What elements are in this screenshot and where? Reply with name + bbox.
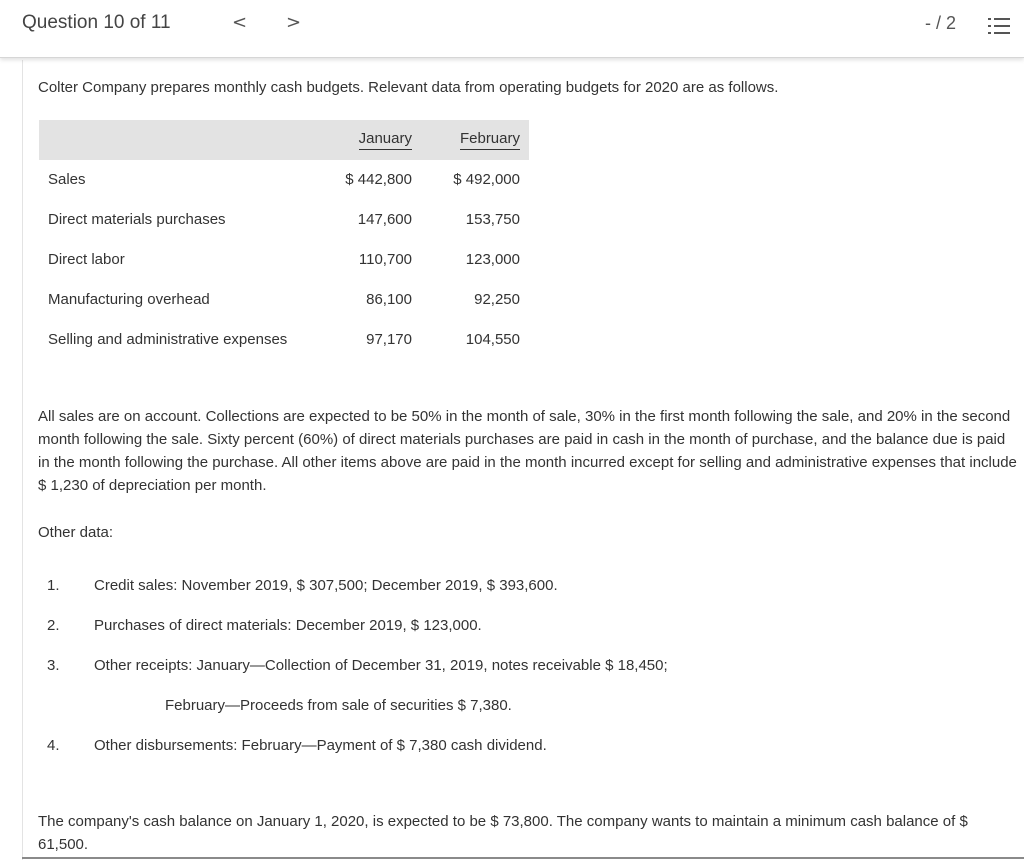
question-title: Question 10 of 11: [22, 12, 171, 33]
list-number: 3.: [47, 657, 60, 674]
january-value: 97,170: [366, 331, 412, 348]
february-value: 92,250: [474, 291, 520, 308]
table-row: [39, 280, 529, 320]
february-value: $ 492,000: [453, 171, 520, 188]
list-item-continuation: February—Proceeds from sale of securities $ 7,380.: [165, 697, 512, 714]
column-header-february: February: [460, 129, 520, 150]
row-label: Direct labor: [48, 251, 125, 268]
row-label: Selling and administrative expenses: [48, 331, 288, 348]
february-value: 153,750: [465, 211, 520, 228]
score-display: - / 2: [924, 13, 956, 33]
column-header-january: January: [359, 129, 412, 150]
collection-terms-text: All sales are on account. Collections are expected to be 50% in the month of sale, 30% in the first month following the sale, and 20% in the second month following the sale. Sixty percent (60%) of direct materials purchases are paid in cash in the month of purchase, and the balance due is paid in the month following the purchase. All other items above are paid in the month incurred except for selling and administrative expenses that include $ 1,230 of depreciation per month.: [38, 408, 1017, 494]
row-label: Direct materials purchases: [48, 211, 226, 228]
next-question-icon[interactable]: >: [286, 12, 302, 33]
bottom-divider: [22, 857, 1024, 859]
january-value: 110,700: [358, 251, 412, 268]
list-number: 2.: [47, 617, 60, 634]
list-number: 1.: [47, 577, 60, 594]
question-header: [0, 0, 1024, 58]
table-row: [39, 160, 529, 200]
table-row: [39, 200, 529, 240]
list-item: Other receipts: January—Collection of December 31, 2019, notes receivable $ 18,450;: [94, 657, 668, 674]
table-row: [39, 240, 529, 280]
january-value: $ 442,800: [345, 171, 412, 188]
intro-text: Colter Company prepares monthly cash budgets. Relevant data from operating budgets for 2020 are as follows.: [38, 79, 779, 96]
list-item: Credit sales: November 2019, $ 307,500; December 2019, $ 393,600.: [94, 577, 558, 594]
row-label: Sales: [48, 171, 86, 188]
list-number: 4.: [47, 737, 60, 754]
january-value: 147,600: [357, 211, 412, 228]
list-icon[interactable]: [988, 16, 1010, 36]
other-data-label: Other data:: [38, 524, 114, 541]
january-value: 86,100: [366, 291, 412, 308]
february-value: 104,550: [465, 331, 520, 348]
row-label: Manufacturing overhead: [48, 291, 210, 308]
cash-balance-text: The company's cash balance on January 1, 2020, is expected to be $ 73,800. The company wants to maintain a minimum cash balance of $ 61,500.: [38, 813, 968, 853]
table-row: [39, 320, 529, 360]
list-item: Other disbursements: February—Payment of $ 7,380 cash dividend.: [94, 737, 547, 754]
operating-budget-table: [39, 120, 529, 360]
list-item: Purchases of direct materials: December 2019, $ 123,000.: [94, 617, 482, 634]
table-header: [39, 120, 529, 160]
question-body: [22, 60, 1024, 860]
previous-question-icon[interactable]: <: [232, 12, 248, 33]
february-value: 123,000: [465, 251, 520, 268]
